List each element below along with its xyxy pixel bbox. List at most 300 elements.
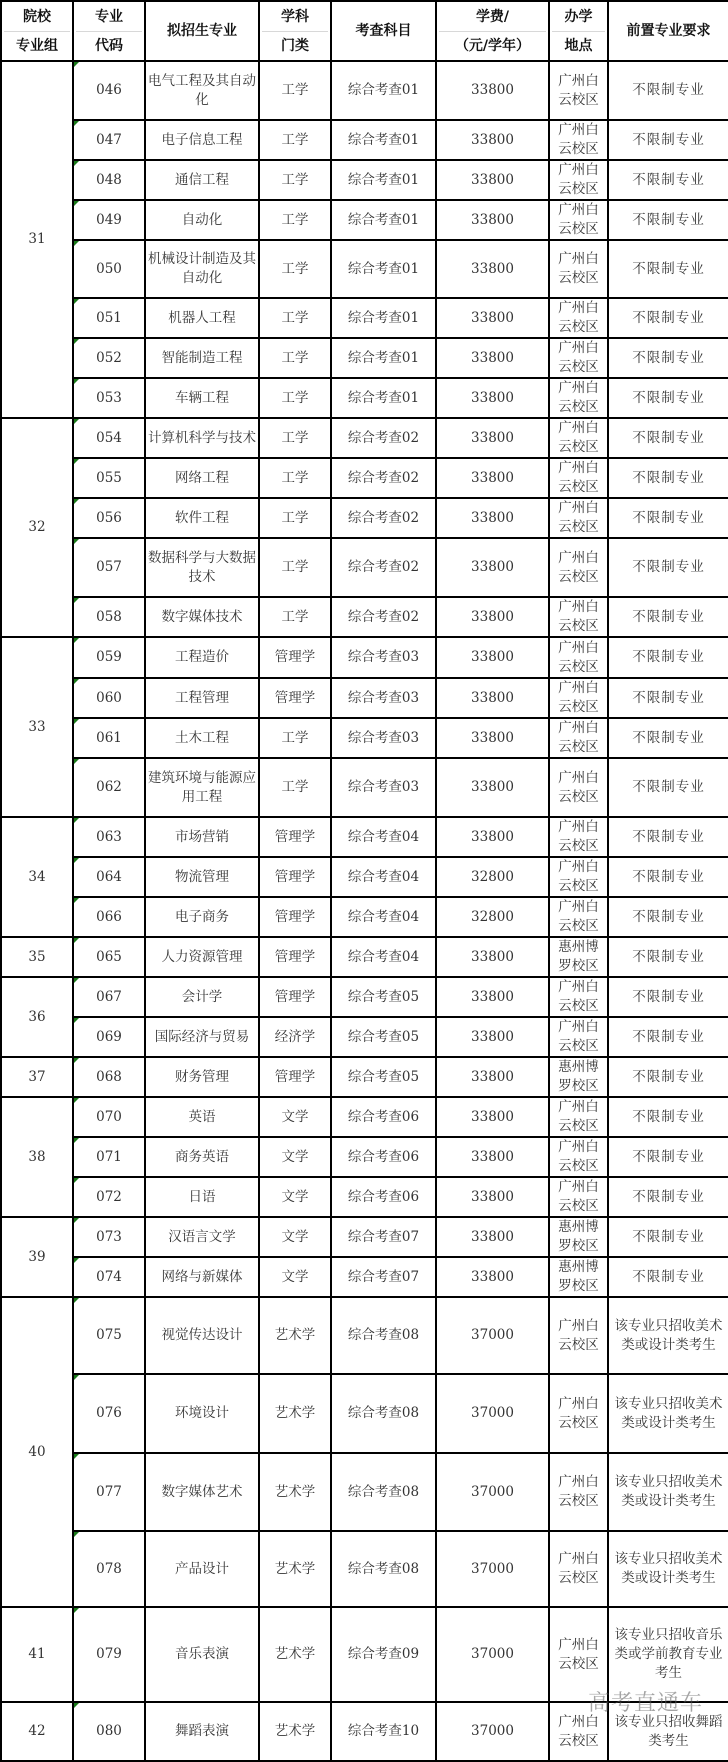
fee-cell: 33800 (436, 1017, 549, 1057)
exam-cell: 综合考查07 (331, 1257, 436, 1297)
major-cell: 汉语言文学 (145, 1217, 259, 1257)
category-cell: 艺术学 (259, 1453, 331, 1531)
requirement-cell: 不限制专业 (608, 718, 728, 758)
table-row (1, 1374, 728, 1453)
exam-cell: 综合考查02 (331, 538, 436, 597)
requirement-cell: 不限制专业 (608, 1097, 728, 1137)
requirement-cell: 不限制专业 (608, 240, 728, 298)
fee-cell: 33800 (436, 378, 549, 418)
campus-cell: 广州白云校区 (549, 678, 608, 718)
major-cell: 通信工程 (145, 160, 259, 200)
requirement-cell: 不限制专业 (608, 857, 728, 897)
major-cell: 环境设计 (145, 1374, 259, 1453)
exam-cell: 综合考查01 (331, 298, 436, 338)
requirement-cell: 不限制专业 (608, 977, 728, 1017)
table-row (1, 498, 728, 538)
code-cell: 077 (73, 1453, 145, 1531)
code-cell: 053 (73, 378, 145, 418)
table-row (1, 1257, 728, 1297)
fee-cell: 33800 (436, 61, 549, 120)
category-cell: 工学 (259, 597, 331, 637)
category-cell: 管理学 (259, 1057, 331, 1097)
group-id-cell: 36 (1, 977, 73, 1057)
requirement-cell: 不限制专业 (608, 418, 728, 458)
requirement-cell: 不限制专业 (608, 538, 728, 597)
fee-cell: 37000 (436, 1702, 549, 1761)
exam-cell: 综合考查03 (331, 718, 436, 758)
fee-cell: 37000 (436, 1297, 549, 1374)
exam-cell: 综合考查03 (331, 678, 436, 718)
major-cell: 电气工程及其自动化 (145, 61, 259, 120)
campus-cell: 广州白云校区 (549, 378, 608, 418)
table-row (1, 1017, 728, 1057)
fee-cell: 33800 (436, 200, 549, 240)
code-cell: 074 (73, 1257, 145, 1297)
exam-cell: 综合考查10 (331, 1702, 436, 1761)
code-cell: 060 (73, 678, 145, 718)
exam-cell: 综合考查03 (331, 637, 436, 678)
code-cell: 052 (73, 338, 145, 378)
major-cell: 电子商务 (145, 897, 259, 937)
code-cell: 069 (73, 1017, 145, 1057)
table-row (1, 718, 728, 758)
group-id-cell: 32 (1, 418, 73, 637)
fee-cell: 37000 (436, 1607, 549, 1702)
category-cell: 管理学 (259, 937, 331, 977)
table-row (1, 637, 728, 678)
table-row (1, 678, 728, 718)
major-cell: 数字媒体技术 (145, 597, 259, 637)
category-cell: 工学 (259, 298, 331, 338)
table-row (1, 1097, 728, 1137)
exam-cell: 综合考查02 (331, 498, 436, 538)
requirement-cell: 该专业只招收美术类或设计类考生 (608, 1531, 728, 1607)
code-cell: 064 (73, 857, 145, 897)
table-row (1, 597, 728, 637)
exam-cell: 综合考查02 (331, 458, 436, 498)
exam-cell: 综合考查03 (331, 758, 436, 817)
group-id-cell: 42 (1, 1702, 73, 1761)
code-cell: 048 (73, 160, 145, 200)
code-cell: 080 (73, 1702, 145, 1761)
major-cell: 计算机科学与技术 (145, 418, 259, 458)
exam-cell: 综合考查06 (331, 1137, 436, 1177)
major-cell: 软件工程 (145, 498, 259, 538)
group-id-cell: 31 (1, 61, 73, 418)
campus-cell: 惠州博罗校区 (549, 1057, 608, 1097)
group-id-cell: 37 (1, 1057, 73, 1097)
fee-cell: 33800 (436, 1257, 549, 1297)
requirement-cell: 不限制专业 (608, 120, 728, 160)
table-row (1, 857, 728, 897)
category-cell: 工学 (259, 538, 331, 597)
table-body (1, 61, 728, 1761)
exam-cell: 综合考查04 (331, 857, 436, 897)
requirement-cell: 不限制专业 (608, 458, 728, 498)
campus-cell: 广州白云校区 (549, 298, 608, 338)
table-row (1, 61, 728, 120)
code-cell: 063 (73, 817, 145, 857)
campus-cell: 广州白云校区 (549, 1374, 608, 1453)
requirement-cell: 不限制专业 (608, 61, 728, 120)
exam-cell: 综合考查08 (331, 1297, 436, 1374)
major-cell: 电子信息工程 (145, 120, 259, 160)
header-category: 学科 门类 (259, 1, 331, 61)
campus-cell: 广州白云校区 (549, 1531, 608, 1607)
table-row (1, 1057, 728, 1097)
campus-cell: 广州白云校区 (549, 897, 608, 937)
exam-cell: 综合考查04 (331, 817, 436, 857)
table-row (1, 1297, 728, 1374)
requirement-cell: 不限制专业 (608, 298, 728, 338)
requirement-cell: 不限制专业 (608, 937, 728, 977)
table-row (1, 817, 728, 857)
exam-cell: 综合考查06 (331, 1097, 436, 1137)
fee-cell: 32800 (436, 857, 549, 897)
campus-cell: 广州白云校区 (549, 240, 608, 298)
category-cell: 工学 (259, 120, 331, 160)
watermark: 高考直通车 (588, 1691, 704, 1716)
exam-cell: 综合考查02 (331, 597, 436, 637)
requirement-cell: 不限制专业 (608, 1217, 728, 1257)
campus-cell: 广州白云校区 (549, 718, 608, 758)
exam-cell: 综合考查05 (331, 977, 436, 1017)
requirement-cell: 不限制专业 (608, 200, 728, 240)
table-row (1, 338, 728, 378)
requirement-cell: 不限制专业 (608, 498, 728, 538)
campus-cell: 广州白云校区 (549, 538, 608, 597)
table-row (1, 758, 728, 817)
table-row (1, 120, 728, 160)
category-cell: 管理学 (259, 637, 331, 678)
code-cell: 059 (73, 637, 145, 678)
campus-cell: 广州白云校区 (549, 857, 608, 897)
fee-cell: 33800 (436, 1177, 549, 1217)
code-cell: 068 (73, 1057, 145, 1097)
category-cell: 艺术学 (259, 1702, 331, 1761)
header-requirement: 前置专业要求 (608, 1, 728, 61)
major-cell: 建筑环境与能源应用工程 (145, 758, 259, 817)
exam-cell: 综合考查01 (331, 378, 436, 418)
major-cell: 商务英语 (145, 1137, 259, 1177)
fee-cell: 37000 (436, 1453, 549, 1531)
table-row (1, 160, 728, 200)
table-row (1, 1217, 728, 1257)
category-cell: 工学 (259, 498, 331, 538)
requirement-cell: 该专业只招收美术类或设计类考生 (608, 1374, 728, 1453)
major-cell: 市场营销 (145, 817, 259, 857)
table-row (1, 897, 728, 937)
table-row (1, 458, 728, 498)
table-row (1, 240, 728, 298)
requirement-cell: 该专业只招收美术类或设计类考生 (608, 1453, 728, 1531)
major-cell: 产品设计 (145, 1531, 259, 1607)
category-cell: 管理学 (259, 857, 331, 897)
campus-cell: 广州白云校区 (549, 1702, 608, 1761)
campus-cell: 惠州博罗校区 (549, 1257, 608, 1297)
fee-cell: 33800 (436, 538, 549, 597)
campus-cell: 广州白云校区 (549, 817, 608, 857)
fee-cell: 32800 (436, 897, 549, 937)
code-cell: 055 (73, 458, 145, 498)
requirement-cell: 不限制专业 (608, 1057, 728, 1097)
category-cell: 文学 (259, 1217, 331, 1257)
exam-cell: 综合考查04 (331, 897, 436, 937)
major-cell: 土木工程 (145, 718, 259, 758)
category-cell: 文学 (259, 1097, 331, 1137)
category-cell: 文学 (259, 1177, 331, 1217)
major-cell: 智能制造工程 (145, 338, 259, 378)
campus-cell: 广州白云校区 (549, 1017, 608, 1057)
major-cell: 网络与新媒体 (145, 1257, 259, 1297)
requirement-cell: 不限制专业 (608, 597, 728, 637)
code-cell: 061 (73, 718, 145, 758)
exam-cell: 综合考查05 (331, 1057, 436, 1097)
group-id-cell: 38 (1, 1097, 73, 1217)
campus-cell: 广州白云校区 (549, 338, 608, 378)
requirement-cell: 不限制专业 (608, 817, 728, 857)
campus-cell: 广州白云校区 (549, 1607, 608, 1702)
category-cell: 工学 (259, 718, 331, 758)
category-cell: 管理学 (259, 977, 331, 1017)
code-cell: 067 (73, 977, 145, 1017)
requirement-cell: 不限制专业 (608, 378, 728, 418)
exam-cell: 综合考查01 (331, 61, 436, 120)
header-major: 拟招生专业 (145, 1, 259, 61)
code-cell: 079 (73, 1607, 145, 1702)
requirement-cell: 不限制专业 (608, 1017, 728, 1057)
table-row (1, 1137, 728, 1177)
campus-cell: 广州白云校区 (549, 498, 608, 538)
fee-cell: 33800 (436, 240, 549, 298)
requirement-cell: 不限制专业 (608, 637, 728, 678)
exam-cell: 综合考查01 (331, 338, 436, 378)
campus-cell: 广州白云校区 (549, 1297, 608, 1374)
exam-cell: 综合考查01 (331, 120, 436, 160)
category-cell: 文学 (259, 1257, 331, 1297)
major-cell: 音乐表演 (145, 1607, 259, 1702)
fee-cell: 33800 (436, 418, 549, 458)
code-cell: 056 (73, 498, 145, 538)
code-cell: 071 (73, 1137, 145, 1177)
requirement-cell: 不限制专业 (608, 1177, 728, 1217)
major-cell: 视觉传达设计 (145, 1297, 259, 1374)
major-cell: 财务管理 (145, 1057, 259, 1097)
campus-cell: 惠州博罗校区 (549, 937, 608, 977)
header-group: 院校 专业组 (1, 1, 73, 61)
fee-cell: 33800 (436, 758, 549, 817)
table-row (1, 418, 728, 458)
requirement-cell: 不限制专业 (608, 1137, 728, 1177)
category-cell: 文学 (259, 1137, 331, 1177)
exam-cell: 综合考查07 (331, 1217, 436, 1257)
category-cell: 工学 (259, 200, 331, 240)
major-cell: 工程管理 (145, 678, 259, 718)
campus-cell: 广州白云校区 (549, 637, 608, 678)
category-cell: 工学 (259, 61, 331, 120)
requirement-cell: 不限制专业 (608, 758, 728, 817)
fee-cell: 33800 (436, 160, 549, 200)
exam-cell: 综合考查05 (331, 1017, 436, 1057)
table-row (1, 1177, 728, 1217)
exam-cell: 综合考查08 (331, 1374, 436, 1453)
code-cell: 050 (73, 240, 145, 298)
group-id-cell: 40 (1, 1297, 73, 1607)
table-row (1, 977, 728, 1017)
exam-cell: 综合考查08 (331, 1531, 436, 1607)
group-id-cell: 41 (1, 1607, 73, 1702)
code-cell: 054 (73, 418, 145, 458)
table-row (1, 538, 728, 597)
fee-cell: 33800 (436, 120, 549, 160)
table-row (1, 298, 728, 338)
campus-cell: 广州白云校区 (549, 597, 608, 637)
campus-cell: 广州白云校区 (549, 200, 608, 240)
table-row (1, 937, 728, 977)
category-cell: 经济学 (259, 1017, 331, 1057)
requirement-cell: 不限制专业 (608, 897, 728, 937)
code-cell: 076 (73, 1374, 145, 1453)
major-cell: 人力资源管理 (145, 937, 259, 977)
fee-cell: 33800 (436, 718, 549, 758)
exam-cell: 综合考查01 (331, 240, 436, 298)
major-cell: 工程造价 (145, 637, 259, 678)
group-id-cell: 34 (1, 817, 73, 937)
code-cell: 073 (73, 1217, 145, 1257)
category-cell: 管理学 (259, 817, 331, 857)
header-fee: 学费/ （元/学年） (436, 1, 549, 61)
requirement-cell: 该专业只招收音乐类或学前教育专业考生 (608, 1607, 728, 1702)
fee-cell: 33800 (436, 678, 549, 718)
major-cell: 英语 (145, 1097, 259, 1137)
campus-cell: 广州白云校区 (549, 1177, 608, 1217)
major-cell: 机器人工程 (145, 298, 259, 338)
group-id-cell: 33 (1, 637, 73, 817)
code-cell: 065 (73, 937, 145, 977)
code-cell: 078 (73, 1531, 145, 1607)
code-cell: 046 (73, 61, 145, 120)
table-row (1, 200, 728, 240)
exam-cell: 综合考查08 (331, 1453, 436, 1531)
exam-cell: 综合考查02 (331, 418, 436, 458)
campus-cell: 广州白云校区 (549, 120, 608, 160)
code-cell: 051 (73, 298, 145, 338)
header-row (1, 1, 728, 61)
group-id-cell: 35 (1, 937, 73, 977)
campus-cell: 广州白云校区 (549, 1097, 608, 1137)
fee-cell: 37000 (436, 1531, 549, 1607)
category-cell: 艺术学 (259, 1607, 331, 1702)
category-cell: 管理学 (259, 897, 331, 937)
exam-cell: 综合考查09 (331, 1607, 436, 1702)
category-cell: 工学 (259, 240, 331, 298)
fee-cell: 33800 (436, 597, 549, 637)
fee-cell: 33800 (436, 937, 549, 977)
code-cell: 058 (73, 597, 145, 637)
category-cell: 艺术学 (259, 1531, 331, 1607)
fee-cell: 37000 (436, 1374, 549, 1453)
requirement-cell: 不限制专业 (608, 1257, 728, 1297)
code-cell: 062 (73, 758, 145, 817)
major-cell: 会计学 (145, 977, 259, 1017)
header-campus: 办学 地点 (549, 1, 608, 61)
fee-cell: 33800 (436, 977, 549, 1017)
major-cell: 机械设计制造及其自动化 (145, 240, 259, 298)
category-cell: 管理学 (259, 678, 331, 718)
major-cell: 日语 (145, 1177, 259, 1217)
campus-cell: 广州白云校区 (549, 160, 608, 200)
major-cell: 自动化 (145, 200, 259, 240)
code-cell: 072 (73, 1177, 145, 1217)
campus-cell: 广州白云校区 (549, 61, 608, 120)
fee-cell: 33800 (436, 338, 549, 378)
code-cell: 049 (73, 200, 145, 240)
exam-cell: 综合考查04 (331, 937, 436, 977)
category-cell: 工学 (259, 338, 331, 378)
code-cell: 075 (73, 1297, 145, 1374)
requirement-cell: 该专业只招收美术类或设计类考生 (608, 1297, 728, 1374)
campus-cell: 广州白云校区 (549, 418, 608, 458)
category-cell: 艺术学 (259, 1297, 331, 1374)
table-row (1, 1531, 728, 1607)
code-cell: 057 (73, 538, 145, 597)
major-cell: 国际经济与贸易 (145, 1017, 259, 1057)
exam-cell: 综合考查06 (331, 1177, 436, 1217)
header-exam: 考查科目 (331, 1, 436, 61)
fee-cell: 33800 (436, 1137, 549, 1177)
fee-cell: 33800 (436, 458, 549, 498)
major-cell: 数据科学与大数据技术 (145, 538, 259, 597)
fee-cell: 33800 (436, 1217, 549, 1257)
fee-cell: 33800 (436, 637, 549, 678)
category-cell: 工学 (259, 458, 331, 498)
requirement-cell: 不限制专业 (608, 678, 728, 718)
category-cell: 工学 (259, 758, 331, 817)
exam-cell: 综合考查01 (331, 160, 436, 200)
campus-cell: 广州白云校区 (549, 1453, 608, 1531)
code-cell: 066 (73, 897, 145, 937)
group-id-cell: 39 (1, 1217, 73, 1297)
major-cell: 舞蹈表演 (145, 1702, 259, 1761)
campus-cell: 惠州博罗校区 (549, 1217, 608, 1257)
requirement-cell: 不限制专业 (608, 338, 728, 378)
fee-cell: 33800 (436, 1097, 549, 1137)
major-cell: 物流管理 (145, 857, 259, 897)
fee-cell: 33800 (436, 817, 549, 857)
category-cell: 艺术学 (259, 1374, 331, 1453)
campus-cell: 广州白云校区 (549, 758, 608, 817)
category-cell: 工学 (259, 418, 331, 458)
header-code: 专业 代码 (73, 1, 145, 61)
code-cell: 070 (73, 1097, 145, 1137)
major-cell: 网络工程 (145, 458, 259, 498)
major-cell: 数字媒体艺术 (145, 1453, 259, 1531)
campus-cell: 广州白云校区 (549, 977, 608, 1017)
requirement-cell: 该专业只招收舞蹈类考生 (608, 1702, 728, 1761)
exam-cell: 综合考查01 (331, 200, 436, 240)
fee-cell: 33800 (436, 498, 549, 538)
major-cell: 车辆工程 (145, 378, 259, 418)
campus-cell: 广州白云校区 (549, 1137, 608, 1177)
fee-cell: 33800 (436, 1057, 549, 1097)
requirement-cell: 不限制专业 (608, 160, 728, 200)
fee-cell: 33800 (436, 298, 549, 338)
table-row (1, 378, 728, 418)
category-cell: 工学 (259, 160, 331, 200)
code-cell: 047 (73, 120, 145, 160)
category-cell: 工学 (259, 378, 331, 418)
table-row (1, 1453, 728, 1531)
